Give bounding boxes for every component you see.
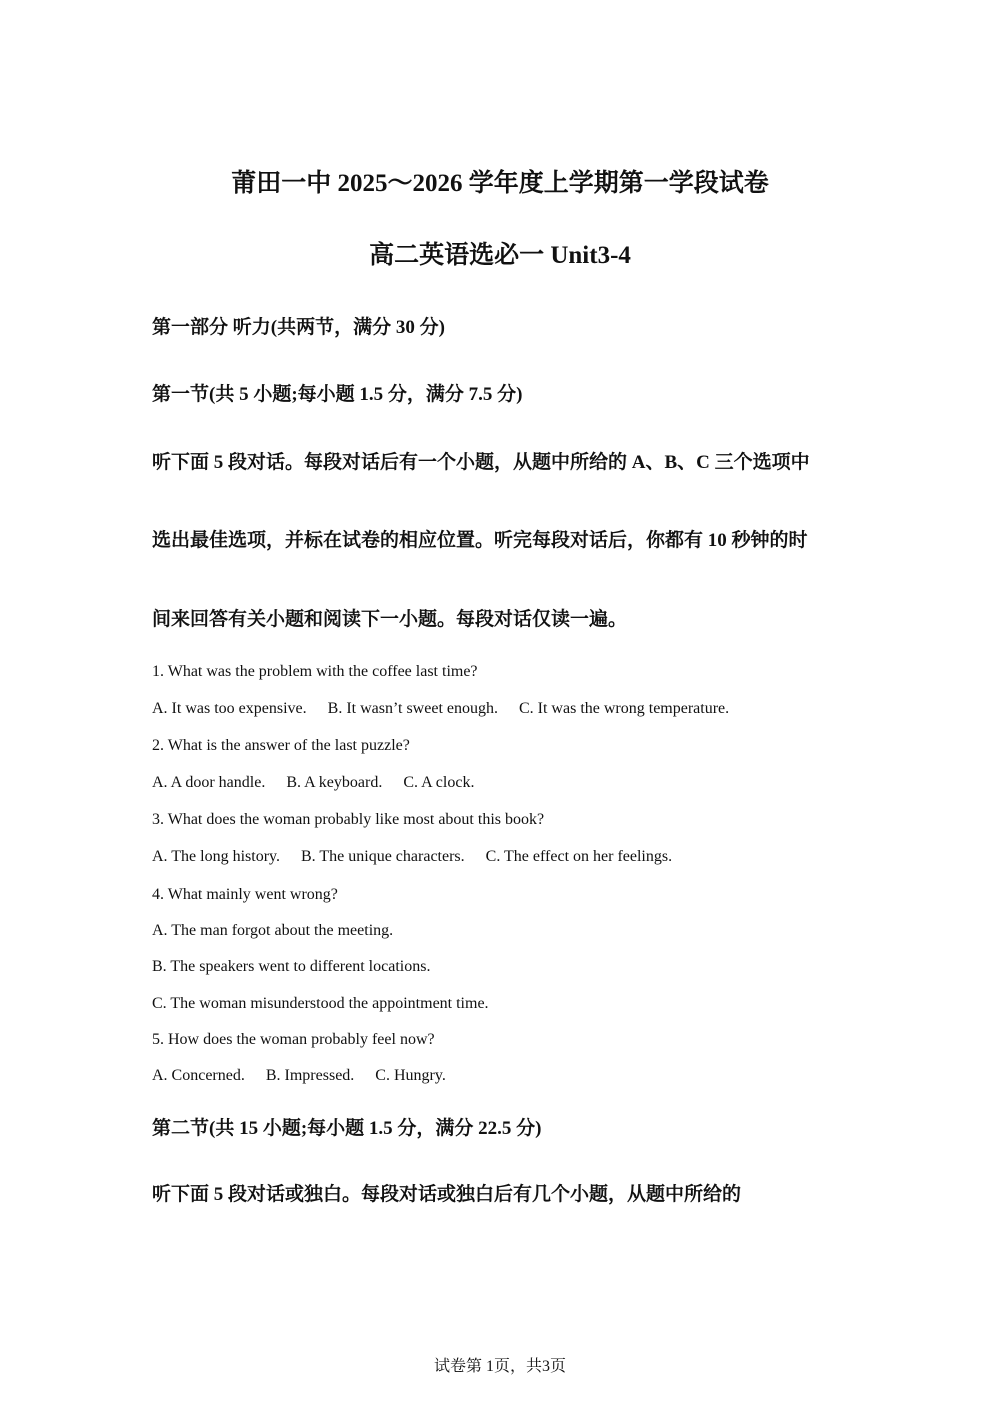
section2-instruction-line-1: 听下面 5 段对话或独白。每段对话或独白后有几个小题，从题中所给的 <box>152 1184 742 1205</box>
question-5-stem: 5. How does the woman probably feel now? <box>152 1031 435 1048</box>
question-3-option-a: A. The long history. <box>152 848 280 865</box>
question-4-option-c: C. The woman misunderstood the appointment time. <box>152 995 489 1012</box>
question-3-option-b: B. The unique characters. <box>301 848 465 865</box>
question-1-option-b: B. It wasn’t sweet enough. <box>327 700 498 717</box>
question-4-option-b: B. The speakers went to different locations. <box>152 958 431 975</box>
question-1-stem: 1. What was the problem with the coffee last time? <box>152 663 478 680</box>
question-4-stem: 4. What mainly went wrong? <box>152 886 338 903</box>
question-5-option-a: A. Concerned. <box>152 1067 245 1084</box>
page-footer: 试卷第 1页，共3页 <box>433 1358 566 1375</box>
question-3-stem: 3. What does the woman probably like most about this book? <box>152 811 545 828</box>
question-5-option-c: C. Hungry. <box>375 1067 446 1084</box>
question-2-options <box>152 772 474 794</box>
section1-instruction-line-1: 听下面 5 段对话。每段对话后有一个小题，从题中所给的 A、B、C 三个选项中 <box>152 452 810 473</box>
exam-subtitle: 高二英语选必一 Unit3-4 <box>369 242 631 269</box>
section1-heading: 第一节(共 5 小题;每小题 1.5 分，满分 7.5 分) <box>152 384 523 405</box>
question-2-stem: 2. What is the answer of the last puzzle? <box>152 737 410 754</box>
question-2-option-c: C. A clock. <box>403 774 475 791</box>
question-1-options <box>152 698 729 720</box>
question-3-option-c: C. The effect on her feelings. <box>485 848 673 865</box>
section1-instruction-line-2: 选出最佳选项，并标在试卷的相应位置。听完每段对话后，你都有 10 秒钟的时 <box>152 530 808 551</box>
section1-instruction-line-3: 间来回答有关小题和阅读下一小题。每段对话仅读一遍。 <box>152 609 628 630</box>
question-5-option-b: B. Impressed. <box>265 1067 355 1084</box>
part1-heading: 第一部分 听力(共两节，满分 30 分) <box>152 317 445 338</box>
question-5-options <box>152 1065 446 1087</box>
question-1-option-c: C. It was the wrong temperature. <box>518 700 730 717</box>
question-3-options <box>152 846 672 868</box>
section2-heading: 第二节(共 15 小题;每小题 1.5 分，满分 22.5 分) <box>152 1118 542 1139</box>
question-1-option-a: A. It was too expensive. <box>152 700 307 717</box>
question-4-option-a: A. The man forgot about the meeting. <box>152 922 394 939</box>
question-2-option-b: B. A keyboard. <box>286 774 383 791</box>
exam-title: 莆田一中 2025～2026 学年度上学期第一学段试卷 <box>231 170 769 197</box>
question-2-option-a: A. A door handle. <box>152 774 266 791</box>
